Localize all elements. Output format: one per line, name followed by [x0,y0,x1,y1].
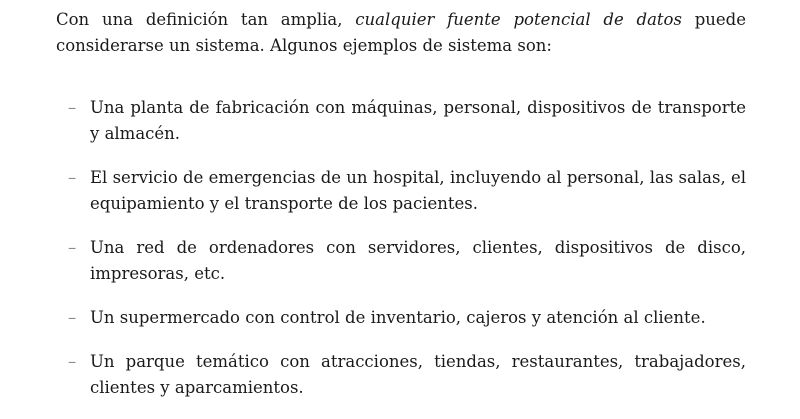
list-item [56,95,746,147]
intro-text-end: puede considerarse un sistema. Algunos ejemplos de sistema son: [56,10,746,55]
list-item [56,305,746,331]
bullet-dash: – [68,238,77,257]
bullet-dash: – [68,98,77,117]
list-item-text: Un parque temático con atracciones, tiendas, restaurantes, trabajadores, clientes y aparcamientos. [90,352,746,397]
bullet-dash: – [68,352,77,371]
intro-text-start: Con una definición tan amplia, [56,10,356,29]
intro-emphasis: cualquier fuente potencial de datos [355,10,682,29]
list-item [56,165,746,217]
list-item [56,235,746,287]
list-item-text: Una planta de fabricación con máquinas, personal, dispositivos de transporte y almacén. [90,98,746,143]
list-item-text: El servicio de emergencias de un hospital, incluyendo al personal, las salas, el equipamiento y el transporte de los pacientes. [90,168,746,213]
example-list [56,95,746,419]
intro-paragraph [56,7,746,59]
list-item-text: Una red de ordenadores con servidores, clientes, dispositivos de disco, impresoras, etc. [90,238,746,283]
bullet-dash: – [68,308,77,327]
bullet-dash: – [68,168,77,187]
list-item [56,349,746,401]
list-item-text: Un supermercado con control de inventario, cajeros y atención al cliente. [90,308,706,327]
